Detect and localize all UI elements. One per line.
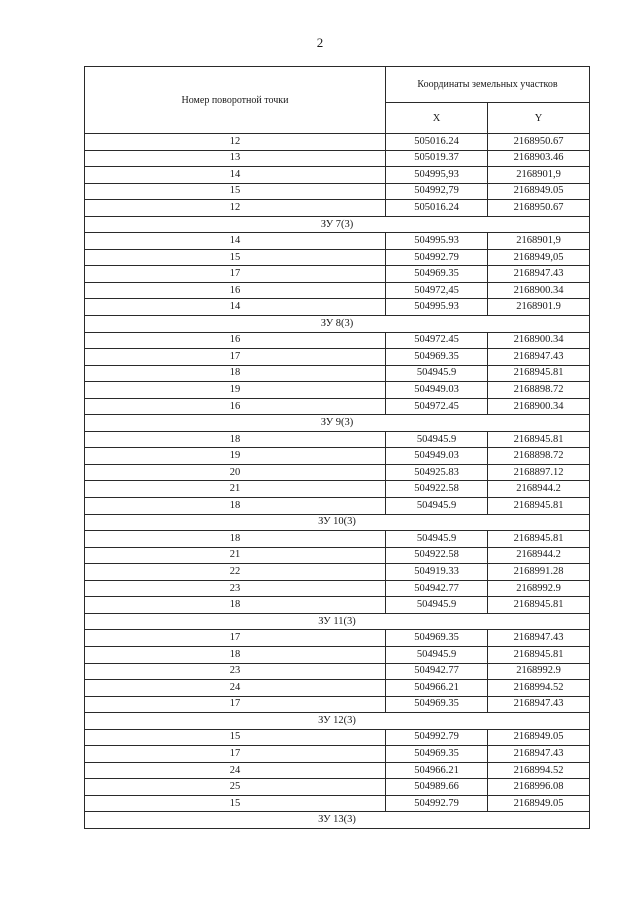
table-row (85, 167, 590, 184)
table-row (85, 580, 590, 597)
x-coordinate-cell: 504945.9 (386, 365, 488, 382)
table-row (85, 762, 590, 779)
point-number-cell: 19 (85, 382, 386, 399)
y-coordinate-cell: 2168945.81 (488, 646, 590, 663)
y-coordinate-cell: 2168901,9 (488, 233, 590, 250)
x-coordinate-cell: 504945.9 (386, 431, 488, 448)
y-coordinate-cell: 2168949.05 (488, 795, 590, 812)
point-number-cell: 23 (85, 663, 386, 680)
point-number-cell: 17 (85, 630, 386, 647)
x-coordinate-cell: 504942.77 (386, 580, 488, 597)
point-number-cell: 18 (85, 431, 386, 448)
y-coordinate-cell: 2168901.9 (488, 299, 590, 316)
group-header-row (85, 613, 590, 630)
table-row (85, 299, 590, 316)
table-row (85, 696, 590, 713)
group-label: ЗУ 11(3) (85, 613, 590, 630)
point-number-cell: 20 (85, 464, 386, 481)
y-coordinate-cell: 2168992.9 (488, 580, 590, 597)
y-coordinate-cell: 2168945.81 (488, 531, 590, 548)
y-coordinate-cell: 2168947.43 (488, 746, 590, 763)
x-coordinate-cell: 504922.58 (386, 481, 488, 498)
group-header-row (85, 514, 590, 531)
table-row (85, 332, 590, 349)
header-coordinates: Координаты земельных участков (386, 67, 590, 103)
point-number-cell: 21 (85, 481, 386, 498)
header-point-number: Номер поворотной точки (85, 67, 386, 134)
y-coordinate-cell: 2168996.08 (488, 779, 590, 796)
x-coordinate-cell: 504989.66 (386, 779, 488, 796)
table-row (85, 646, 590, 663)
table-row (85, 382, 590, 399)
x-coordinate-cell: 504942.77 (386, 663, 488, 680)
group-header-row (85, 812, 590, 829)
point-number-cell: 17 (85, 349, 386, 366)
table-row (85, 597, 590, 614)
table-row (85, 183, 590, 200)
point-number-cell: 23 (85, 580, 386, 597)
x-coordinate-cell: 504949.03 (386, 382, 488, 399)
point-number-cell: 14 (85, 233, 386, 250)
table-row (85, 680, 590, 697)
point-number-cell: 24 (85, 680, 386, 697)
table-row (85, 249, 590, 266)
table-row (85, 663, 590, 680)
table-row (85, 630, 590, 647)
coordinates-table (84, 66, 590, 829)
point-number-cell: 12 (85, 200, 386, 217)
group-header-row (85, 216, 590, 233)
table-row (85, 795, 590, 812)
x-coordinate-cell: 504945.9 (386, 646, 488, 663)
point-number-cell: 15 (85, 729, 386, 746)
table-row (85, 134, 590, 151)
x-coordinate-cell: 504972.45 (386, 398, 488, 415)
y-coordinate-cell: 2168945.81 (488, 365, 590, 382)
y-coordinate-cell: 2168900.34 (488, 282, 590, 299)
x-coordinate-cell: 504992.79 (386, 249, 488, 266)
y-coordinate-cell: 2168944.2 (488, 481, 590, 498)
y-coordinate-cell: 2168903.46 (488, 150, 590, 167)
x-coordinate-cell: 504992,79 (386, 183, 488, 200)
table-row (85, 481, 590, 498)
x-coordinate-cell: 504969.35 (386, 696, 488, 713)
point-number-cell: 14 (85, 299, 386, 316)
table-row (85, 779, 590, 796)
point-number-cell: 15 (85, 795, 386, 812)
point-number-cell: 21 (85, 547, 386, 564)
y-coordinate-cell: 2168947.43 (488, 349, 590, 366)
x-coordinate-cell: 504969.35 (386, 746, 488, 763)
table-row (85, 365, 590, 382)
y-coordinate-cell: 2168950.67 (488, 200, 590, 217)
table-row (85, 150, 590, 167)
y-coordinate-cell: 2168947.43 (488, 266, 590, 283)
y-coordinate-cell: 2168949,05 (488, 249, 590, 266)
x-coordinate-cell: 504969.35 (386, 630, 488, 647)
header-y: Y (488, 103, 590, 134)
page-number: 2 (316, 35, 324, 50)
point-number-cell: 17 (85, 266, 386, 283)
y-coordinate-cell: 2168949.05 (488, 183, 590, 200)
point-number-cell: 19 (85, 448, 386, 465)
y-coordinate-cell: 2168944.2 (488, 547, 590, 564)
x-coordinate-cell: 504995.93 (386, 233, 488, 250)
table-row (85, 266, 590, 283)
table-row (85, 547, 590, 564)
y-coordinate-cell: 2168947.43 (488, 696, 590, 713)
header-x: X (386, 103, 488, 134)
point-number-cell: 15 (85, 183, 386, 200)
group-header-row (85, 415, 590, 432)
x-coordinate-cell: 504969.35 (386, 349, 488, 366)
point-number-cell: 18 (85, 498, 386, 515)
table-row (85, 729, 590, 746)
x-coordinate-cell: 504995.93 (386, 299, 488, 316)
point-number-cell: 25 (85, 779, 386, 796)
group-label: ЗУ 9(3) (85, 415, 590, 432)
x-coordinate-cell: 504919.33 (386, 564, 488, 581)
x-coordinate-cell: 504995,93 (386, 167, 488, 184)
x-coordinate-cell: 504966.21 (386, 680, 488, 697)
table-body (85, 134, 590, 829)
point-number-cell: 16 (85, 332, 386, 349)
table-row (85, 498, 590, 515)
table-row (85, 200, 590, 217)
y-coordinate-cell: 2168991.28 (488, 564, 590, 581)
x-coordinate-cell: 505016.24 (386, 134, 488, 151)
y-coordinate-cell: 2168945.81 (488, 498, 590, 515)
table-row (85, 431, 590, 448)
point-number-cell: 18 (85, 646, 386, 663)
point-number-cell: 16 (85, 398, 386, 415)
group-label: ЗУ 12(3) (85, 713, 590, 730)
group-header-row (85, 316, 590, 333)
x-coordinate-cell: 505019.37 (386, 150, 488, 167)
table-row (85, 464, 590, 481)
point-number-cell: 18 (85, 531, 386, 548)
table-row (85, 448, 590, 465)
point-number-cell: 17 (85, 746, 386, 763)
y-coordinate-cell: 2168945.81 (488, 597, 590, 614)
x-coordinate-cell: 504992.79 (386, 729, 488, 746)
y-coordinate-cell: 2168994.52 (488, 680, 590, 697)
group-label: ЗУ 7(3) (85, 216, 590, 233)
group-header-row (85, 713, 590, 730)
point-number-cell: 14 (85, 167, 386, 184)
x-coordinate-cell: 505016.24 (386, 200, 488, 217)
y-coordinate-cell: 2168949.05 (488, 729, 590, 746)
x-coordinate-cell: 504945.9 (386, 498, 488, 515)
point-number-cell: 22 (85, 564, 386, 581)
point-number-cell: 24 (85, 762, 386, 779)
x-coordinate-cell: 504922.58 (386, 547, 488, 564)
x-coordinate-cell: 504992.79 (386, 795, 488, 812)
y-coordinate-cell: 2168897.12 (488, 464, 590, 481)
y-coordinate-cell: 2168994.52 (488, 762, 590, 779)
x-coordinate-cell: 504972.45 (386, 332, 488, 349)
x-coordinate-cell: 504925.83 (386, 464, 488, 481)
x-coordinate-cell: 504966.21 (386, 762, 488, 779)
x-coordinate-cell: 504945.9 (386, 531, 488, 548)
y-coordinate-cell: 2168898.72 (488, 448, 590, 465)
x-coordinate-cell: 504949.03 (386, 448, 488, 465)
table-row (85, 531, 590, 548)
point-number-cell: 18 (85, 365, 386, 382)
table-row (85, 398, 590, 415)
group-label: ЗУ 8(3) (85, 316, 590, 333)
table-row (85, 282, 590, 299)
point-number-cell: 18 (85, 597, 386, 614)
point-number-cell: 17 (85, 696, 386, 713)
point-number-cell: 12 (85, 134, 386, 151)
table-row (85, 233, 590, 250)
table-row (85, 746, 590, 763)
point-number-cell: 16 (85, 282, 386, 299)
point-number-cell: 13 (85, 150, 386, 167)
x-coordinate-cell: 504945.9 (386, 597, 488, 614)
y-coordinate-cell: 2168901,9 (488, 167, 590, 184)
point-number-cell: 15 (85, 249, 386, 266)
x-coordinate-cell: 504972,45 (386, 282, 488, 299)
group-label: ЗУ 13(3) (85, 812, 590, 829)
y-coordinate-cell: 2168947.43 (488, 630, 590, 647)
y-coordinate-cell: 2168992.9 (488, 663, 590, 680)
y-coordinate-cell: 2168950.67 (488, 134, 590, 151)
y-coordinate-cell: 2168900.34 (488, 398, 590, 415)
y-coordinate-cell: 2168945.81 (488, 431, 590, 448)
table-row (85, 349, 590, 366)
table-row (85, 564, 590, 581)
y-coordinate-cell: 2168898.72 (488, 382, 590, 399)
group-label: ЗУ 10(3) (85, 514, 590, 531)
x-coordinate-cell: 504969.35 (386, 266, 488, 283)
y-coordinate-cell: 2168900.34 (488, 332, 590, 349)
